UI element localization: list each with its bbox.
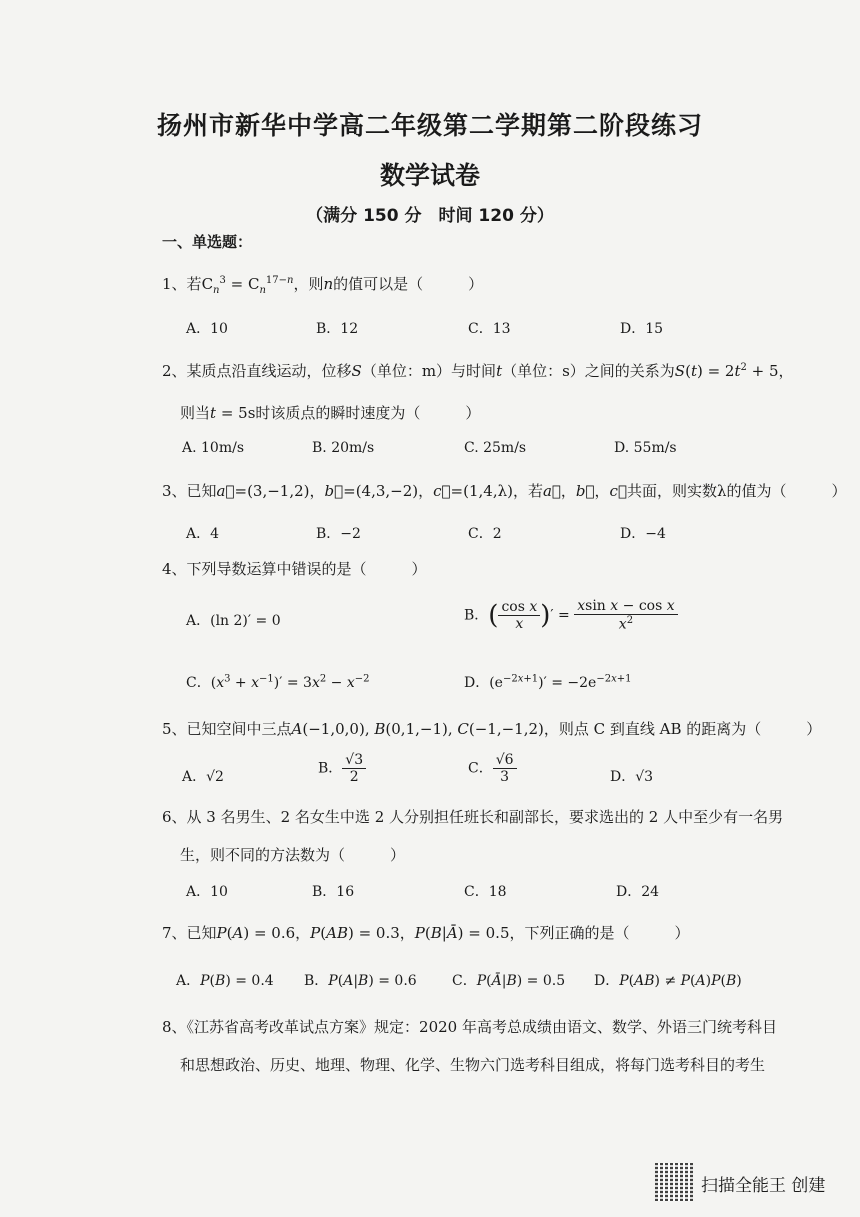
q1-option-d: D．15 [620, 321, 664, 337]
q4-option-a: A．(ln 2)′ = 0 [186, 613, 281, 629]
q4-option-d: D．$(e^{-2x+1})' = -2e^{-2x+1}$ [464, 673, 632, 691]
question-6-line-2: 生，则不同的方法数为（ ） [180, 846, 406, 864]
q5-option-c: C． $\frac{√6}{3}$ [468, 752, 517, 785]
question-5: 5、已知空间中三点A(−1,0,0), B(0,1,−1), C(−1,−1,2)，则点 C 到直线 AB 的距离为（ ） [162, 720, 822, 738]
question-7: 7、已知P(A) = 0.6，P(AB) = 0.3，P(B|Ā) = 0.5，下列正确的是（ ） [162, 924, 690, 942]
scanner-watermark [655, 1163, 855, 1203]
question-8-line-1: 8、《江苏省高考改革试点方案》规定：2020 年高考总成绩由语文、数学、外语三门统考科目 [162, 1018, 777, 1036]
question-1: 1、若$C_n^3 = C_n^{17-n}$，则n的值可以是（ ） [162, 275, 484, 296]
q6-option-b: B．16 [312, 884, 355, 900]
q7-option-b: B．P(A|B) = 0.6 [304, 973, 417, 989]
q7-option-d: D．P(AB) ≠ P(A)P(B) [594, 973, 742, 989]
q3-option-d: D．−4 [620, 526, 666, 542]
q4-option-c: C．$(x^3 + x^{-1})' = 3x^2 - x^{-2}$ [186, 673, 370, 691]
exam-meta: （满分 150 分 时间 120 分） [306, 206, 554, 226]
q1-option-b: B．12 [316, 321, 359, 337]
q4-option-b: B．( $\frac{\text{cos x}}{x}$ )′ = $\frac{\text{xsin x − cos x}}{x^2}$ [464, 598, 678, 633]
question-2-line-2: 则当t = 5s时该质点的瞬时速度为（ ） [180, 404, 481, 422]
q2-option-a: A. 10m/s [182, 440, 245, 456]
q2-option-b: B. 20m/s [312, 440, 375, 456]
question-4: 4、下列导数运算中错误的是（ ） [162, 560, 427, 578]
q5-option-a: A．√2 [182, 769, 224, 785]
q3-option-c: C．2 [468, 526, 502, 542]
question-6-line-1: 6、从 3 名男生、2 名女生中选 2 人分别担任班长和副部长，要求选出的 2 人中至少有一名男 [162, 808, 784, 826]
section-title: 一、单选题： [162, 233, 253, 251]
q3-option-b: B．−2 [316, 526, 361, 542]
q1-num: 1、 [162, 275, 187, 293]
question-8-line-2: 和思想政治、历史、地理、物理、化学、生物六门选考科目组成，将每门选考科目的考生 [180, 1056, 766, 1074]
q5-option-b: B． $\frac{√3}{2}$ [318, 752, 366, 785]
question-3: 3、已知a⃗=(3,−1,2)，b⃗=(4,3,−2)，c⃗=(1,4,λ)，若a⃗，b⃗，c⃗共面，则实数λ的值为（ ） [162, 482, 847, 500]
q5-option-d: D．√3 [610, 769, 654, 785]
q6-option-a: A．10 [186, 884, 228, 900]
q2-option-c: C. 25m/s [464, 440, 527, 456]
qr-code-icon [655, 1163, 693, 1201]
q7-option-a: A．P(B) = 0.4 [176, 973, 274, 989]
q2-option-d: D. 55m/s [614, 440, 677, 456]
q1-option-c: C．13 [468, 321, 511, 337]
q7-option-c: C．P(Ā|B) = 0.5 [452, 973, 566, 989]
q6-option-d: D．24 [616, 884, 660, 900]
scanner-brand: 扫描全能王 创建 [701, 1176, 826, 1196]
q6-option-c: C．18 [464, 884, 507, 900]
q3-option-a: A．4 [186, 526, 220, 542]
school-title: 扬州市新华中学高二年级第二学期第二阶段练习 [156, 111, 703, 140]
q1-option-a: A．10 [186, 321, 228, 337]
subject-title: 数学试卷 [379, 161, 480, 190]
question-2-line-1: 2、某质点沿直线运动，位移S（单位：m）与时间t（单位：s）之间的关系为$S(t) = 2t^2 + 5$， [162, 362, 794, 380]
